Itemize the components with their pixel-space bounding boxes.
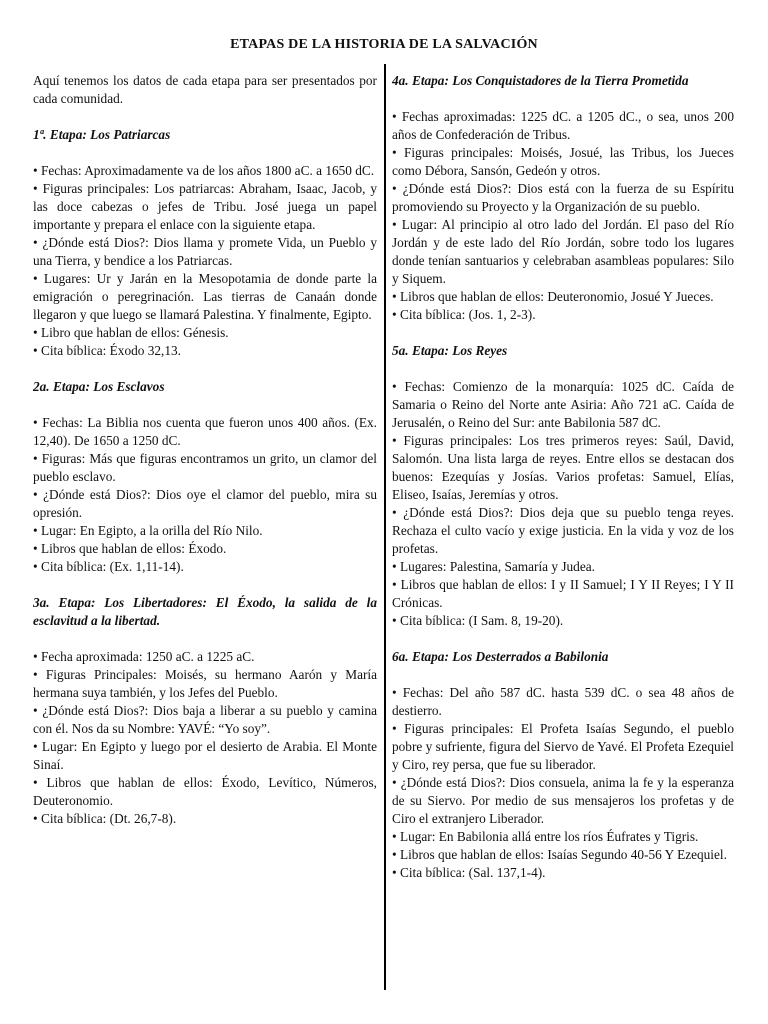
list-item-text: Fechas: Del año 587 dC. hasta 539 dC. o sea 48 años de destierro.	[392, 685, 734, 718]
list-item-text: Cita bíblica: Éxodo 32,13.	[40, 343, 181, 358]
bullet-icon: •	[392, 505, 397, 520]
list-item-text: Cita bíblica: (Jos. 1, 2-3).	[399, 307, 536, 322]
list-item-text: Lugar: En Egipto y luego por el desierto de Arabia. El Monte Sinaí.	[33, 739, 377, 772]
stage-section	[392, 342, 734, 630]
page-title: ETAPAS DE LA HISTORIA DE LA SALVACIÓN	[230, 37, 538, 52]
stage-details-list	[392, 684, 734, 882]
bullet-icon: •	[392, 559, 397, 574]
list-item-text: Figuras principales: El Profeta Isaías Segundo, el pueblo pobre y sufriente, figura del Siervo de Yavé. El Profeta Ezequiel y Ciro, rey persa, que fue su liberador.	[392, 721, 734, 772]
bullet-icon: •	[392, 307, 397, 322]
list-item-text: Fecha aproximada: 1250 aC. a 1225 aC.	[40, 649, 255, 664]
list-item	[33, 522, 377, 540]
bullet-icon: •	[33, 487, 38, 502]
list-item-text: Fechas: La Biblia nos cuenta que fueron unos 400 años. (Ex. 12,40). De 1650 a 1250 dC.	[33, 415, 377, 448]
list-item-text: Lugares: Ur y Jarán en la Mesopotamia de donde parte la emigración o peregrinación. Las tierras de Canaán donde llegaron y que luego se llamará Palestina. Y finalmente, Egipto.	[33, 271, 377, 322]
list-item	[392, 774, 734, 828]
list-item	[392, 864, 734, 882]
list-item	[33, 486, 377, 522]
bullet-icon: •	[392, 181, 397, 196]
bullet-icon: •	[392, 613, 397, 628]
bullet-icon: •	[392, 721, 397, 736]
stage-section	[33, 126, 377, 360]
list-item	[33, 738, 377, 774]
list-item	[33, 540, 377, 558]
list-item	[392, 216, 734, 288]
list-item-text: Libros que hablan de ellos: Éxodo, Levítico, Números, Deuteronomio.	[33, 775, 377, 808]
stage-heading: 4a. Etapa: Los Conquistadores de la Tierra Prometida	[392, 73, 689, 88]
bullet-icon: •	[392, 145, 397, 160]
list-item-text: ¿Dónde está Dios?: Dios llama y promete Vida, un Pueblo y una Tierra, y bendice a los Patriarcas.	[33, 235, 377, 268]
bullet-icon: •	[33, 649, 38, 664]
bullet-icon: •	[33, 235, 38, 250]
bullet-icon: •	[33, 559, 38, 574]
list-item	[33, 648, 377, 666]
bullet-icon: •	[33, 541, 38, 556]
list-item-text: Figuras Principales: Moisés, su hermano Aarón y María hermana suya también, y los Jefes del Pueblo.	[33, 667, 377, 700]
list-item	[392, 846, 734, 864]
stage-heading: 2a. Etapa: Los Esclavos	[33, 379, 165, 394]
stage-heading: 1ª. Etapa: Los Patriarcas	[33, 127, 171, 142]
list-item	[33, 270, 377, 324]
list-item	[392, 180, 734, 216]
list-item	[33, 558, 377, 576]
list-item	[33, 342, 377, 360]
stage-section	[392, 72, 734, 324]
list-item-text: Figuras: Más que figuras encontramos un grito, un clamor del pueblo esclavo.	[33, 451, 377, 484]
bullet-icon: •	[33, 343, 38, 358]
stage-section	[392, 648, 734, 882]
stage-heading: 3a. Etapa: Los Libertadores: El Éxodo, la salida de la esclavitud a la libertad.	[33, 595, 377, 628]
bullet-icon: •	[33, 451, 38, 466]
list-item-text: ¿Dónde está Dios?: Dios consuela, anima la fe y la esperanza de su Siervo. Por medio de sus mensajeros los profetas y de Ciro el extranjero Liberador.	[392, 775, 735, 826]
stage-details-list	[392, 108, 734, 324]
bullet-icon: •	[33, 415, 38, 430]
list-item-text: Figuras principales: Los patriarcas: Abraham, Isaac, Jacob, y las doce cabezas o jefes de Tribu. José juega un papel importante y prepara el enlace con la siguiente etapa.	[33, 181, 378, 232]
list-item-text: Figuras principales: Los tres primeros reyes: Saúl, David, Salomón. Una lista larga de reyes. Entre ellos se destacan dos buenos: Ezequías y Josías. Varios profetas: Samuel, Elías, Eliseo, Isaías, Jeremías y otros.	[392, 433, 734, 502]
list-item	[33, 450, 377, 486]
list-item-text: ¿Dónde está Dios?: Dios oye el clamor del pueblo, mira su opresión.	[33, 487, 378, 520]
list-item-text: Lugar: En Egipto, a la orilla del Río Nilo.	[40, 523, 263, 538]
list-item-text: Libros que hablan de ellos: I y II Samuel; I Y II Reyes; I Y II Crónicas.	[392, 577, 734, 610]
bullet-icon: •	[33, 703, 38, 718]
stage-details-list	[33, 162, 377, 360]
stage-heading: 5a. Etapa: Los Reyes	[392, 343, 508, 358]
list-item-text: Libros que hablan de ellos: Éxodo.	[40, 541, 227, 556]
list-item-text: Cita bíblica: (Dt. 26,7-8).	[40, 811, 177, 826]
bullet-icon: •	[392, 847, 397, 862]
list-item	[33, 180, 377, 234]
bullet-icon: •	[392, 289, 397, 304]
list-item-text: Libros que hablan de ellos: Deuteronomio, Josué Y Jueces.	[399, 289, 714, 304]
list-item	[392, 108, 734, 144]
list-item-text: ¿Dónde está Dios?: Dios está con la fuerza de su Espíritu promoviendo su Proyecto y la Organización de su pueblo.	[392, 181, 734, 214]
bullet-icon: •	[33, 163, 38, 178]
list-item	[392, 720, 734, 774]
bullet-icon: •	[33, 523, 38, 538]
bullet-icon: •	[392, 217, 397, 232]
list-item-text: Cita bíblica: (I Sam. 8, 19-20).	[399, 613, 564, 628]
list-item	[392, 432, 734, 504]
list-item	[392, 558, 734, 576]
list-item	[392, 306, 734, 324]
list-item-text: Cita bíblica: (Ex. 1,11-14).	[40, 559, 184, 574]
list-item-text: Fechas: Aproximadamente va de los años 1800 aC. a 1650 dC.	[40, 163, 375, 178]
bullet-icon: •	[392, 775, 397, 790]
list-item-text: Libros que hablan de ellos: Isaías Segundo 40-56 Y Ezequiel.	[399, 847, 727, 862]
bullet-icon: •	[392, 577, 397, 592]
column-divider	[384, 64, 386, 990]
list-item-text: ¿Dónde está Dios?: Dios deja que su pueblo tenga reyes. Rechaza el culto vacío y exige justicia. En la vida y voz de los profetas.	[392, 505, 735, 556]
bullet-icon: •	[33, 667, 38, 682]
bullet-icon: •	[392, 109, 397, 124]
list-item-text: Fechas aproximadas: 1225 dC. a 1205 dC., o sea, unos 200 años de Confederación de Tribus.	[392, 109, 734, 142]
list-item	[33, 666, 377, 702]
list-item	[33, 810, 377, 828]
stage-details-list	[392, 378, 734, 630]
list-item-text: ¿Dónde está Dios?: Dios baja a liberar a su pueblo y camina con él. Nos da su Nombre: YAVÉ: “Yo soy”.	[33, 703, 377, 736]
list-item	[33, 324, 377, 342]
bullet-icon: •	[33, 325, 38, 340]
list-item-text: Lugares: Palestina, Samaría y Judea.	[399, 559, 595, 574]
bullet-icon: •	[33, 775, 38, 790]
bullet-icon: •	[392, 865, 397, 880]
bullet-icon: •	[33, 811, 38, 826]
list-item-text: Figuras principales: Moisés, Josué, las Tribus, los Jueces como Débora, Sansón, Gedeón y otros.	[392, 145, 734, 178]
stage-section	[33, 378, 377, 576]
bullet-icon: •	[33, 181, 38, 196]
list-item	[392, 612, 734, 630]
bullet-icon: •	[392, 685, 397, 700]
list-item-text: Lugar: Al principio al otro lado del Jordán. El paso del Río Jordán y de este lado del Río Jordán, sobre todo los lugares donde tenían santuarios y celebraban asambleas populares: Silo y Siquem.	[392, 217, 734, 286]
list-item	[392, 504, 734, 558]
list-item	[392, 378, 734, 432]
bullet-icon: •	[392, 379, 397, 394]
list-item-text: Lugar: En Babilonia allá entre los ríos Éufrates y Tigris.	[399, 829, 699, 844]
list-item-text: Fechas: Comienzo de la monarquía: 1025 dC. Caída de Samaria o Reino del Norte ante Asiria: Año 721 aC. Caída de Jerusalén, o Reino del Sur: ante Babilonia 587 dC.	[392, 379, 734, 430]
list-item	[392, 684, 734, 720]
left-column	[33, 72, 377, 828]
stage-section	[33, 594, 377, 828]
stage-details-list	[33, 414, 377, 576]
list-item	[392, 288, 734, 306]
list-item	[392, 144, 734, 180]
list-item	[33, 774, 377, 810]
right-column	[392, 72, 734, 882]
list-item	[33, 234, 377, 270]
stage-details-list	[33, 648, 377, 828]
list-item	[33, 702, 377, 738]
list-item	[392, 828, 734, 846]
list-item	[33, 414, 377, 450]
list-item	[33, 162, 377, 180]
list-item-text: Cita bíblica: (Sal. 137,1-4).	[399, 865, 546, 880]
bullet-icon: •	[33, 271, 38, 286]
stage-heading: 6a. Etapa: Los Desterrados a Babilonia	[392, 649, 609, 664]
bullet-icon: •	[392, 433, 397, 448]
list-item	[392, 576, 734, 612]
intro-paragraph: Aquí tenemos los datos de cada etapa para ser presentados por cada comunidad.	[33, 73, 377, 106]
list-item-text: Libro que hablan de ellos: Génesis.	[40, 325, 229, 340]
bullet-icon: •	[392, 829, 397, 844]
bullet-icon: •	[33, 739, 38, 754]
